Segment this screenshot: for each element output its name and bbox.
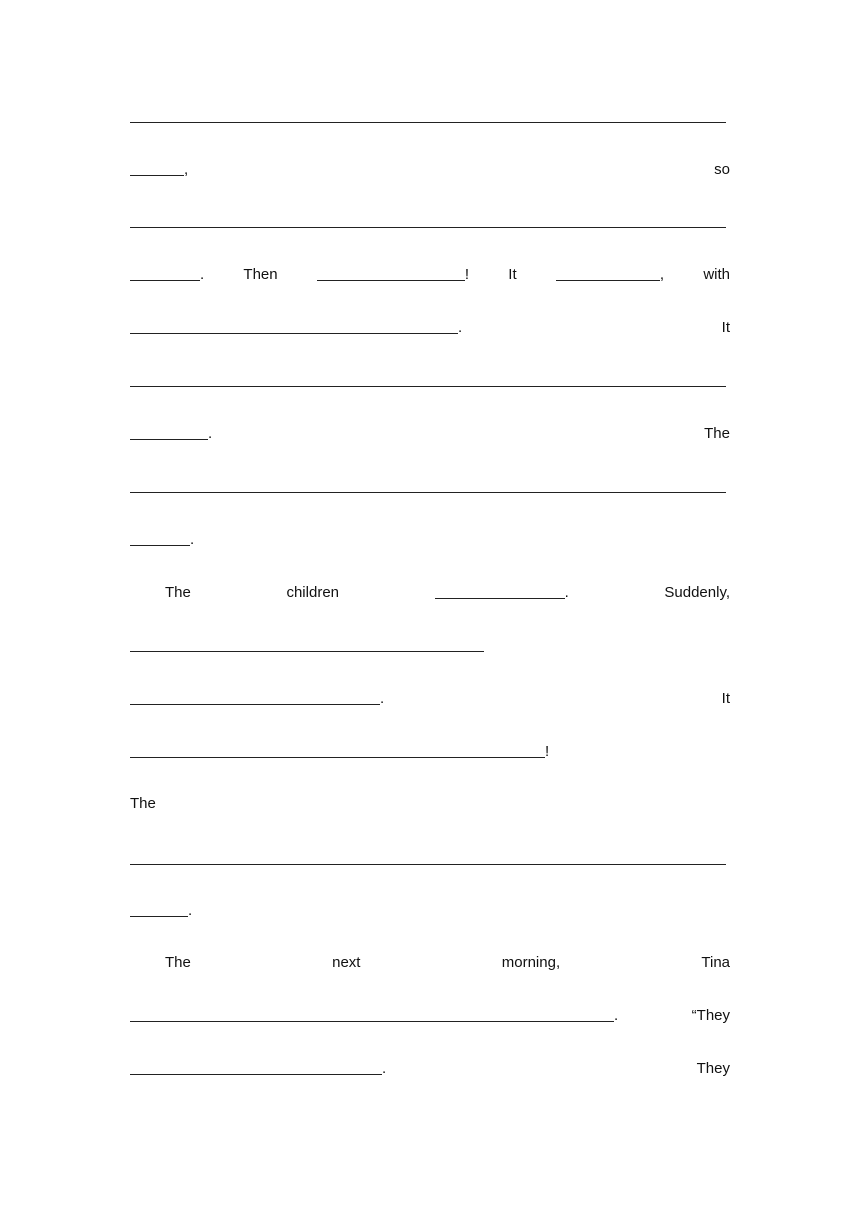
answer-blank[interactable] [435, 598, 565, 599]
text-line [130, 368, 730, 390]
answer-blank[interactable] [130, 122, 726, 123]
text-line [130, 1056, 730, 1078]
punctuation: . [458, 319, 463, 336]
word: The [165, 584, 191, 601]
punctuation: , [184, 161, 189, 178]
text-line [130, 262, 730, 284]
answer-blank[interactable] [130, 1074, 382, 1075]
punctuation: . [382, 1060, 387, 1077]
text-line [130, 739, 730, 761]
answer-blank[interactable] [130, 227, 726, 228]
text-line [130, 157, 730, 179]
word: The [130, 795, 156, 812]
text-line [130, 633, 730, 655]
answer-blank[interactable] [130, 916, 188, 917]
text-line [130, 580, 730, 602]
word: next [332, 954, 361, 971]
answer-blank[interactable] [130, 704, 380, 705]
word: children [286, 584, 339, 601]
punctuation: . [564, 584, 569, 601]
answer-blank[interactable] [130, 651, 484, 652]
punctuation: . [380, 690, 385, 707]
word: The [165, 954, 191, 971]
punctuation: . [190, 531, 195, 548]
answer-blank[interactable] [130, 545, 190, 546]
word: Tina [701, 954, 730, 971]
text-line [130, 950, 730, 972]
word: Suddenly, [664, 584, 730, 601]
answer-blank[interactable] [130, 386, 726, 387]
word: morning, [501, 954, 561, 971]
word: It [508, 266, 517, 283]
answer-blank[interactable] [130, 492, 726, 493]
text-line [130, 527, 730, 549]
word: It [721, 319, 730, 336]
text-line [130, 791, 730, 813]
punctuation: . [200, 266, 205, 283]
punctuation: ! [545, 743, 550, 760]
word: Then [243, 266, 278, 283]
answer-blank[interactable] [556, 280, 660, 281]
punctuation: ! [464, 266, 470, 283]
answer-blank[interactable] [130, 175, 184, 176]
text-line [130, 474, 730, 496]
text-line [130, 846, 730, 868]
answer-blank[interactable] [130, 439, 208, 440]
punctuation: . [188, 902, 193, 919]
text-line [130, 104, 730, 126]
word: It [721, 690, 730, 707]
answer-blank[interactable] [130, 757, 545, 758]
text-line [130, 686, 730, 708]
word: with [703, 266, 730, 283]
text-line [130, 1003, 730, 1025]
answer-blank[interactable] [130, 1021, 614, 1022]
text-line [130, 209, 730, 231]
word: They [696, 1060, 730, 1077]
punctuation: , [659, 266, 665, 283]
answer-blank[interactable] [317, 280, 465, 281]
word: so [714, 161, 730, 178]
text-line [130, 898, 730, 920]
word: The [704, 425, 730, 442]
answer-blank[interactable] [130, 333, 458, 334]
text-line [130, 421, 730, 443]
word: “They [691, 1007, 730, 1024]
answer-blank[interactable] [130, 280, 200, 281]
text-line [130, 315, 730, 337]
punctuation: . [614, 1007, 619, 1024]
answer-blank[interactable] [130, 864, 726, 865]
punctuation: . [208, 425, 213, 442]
